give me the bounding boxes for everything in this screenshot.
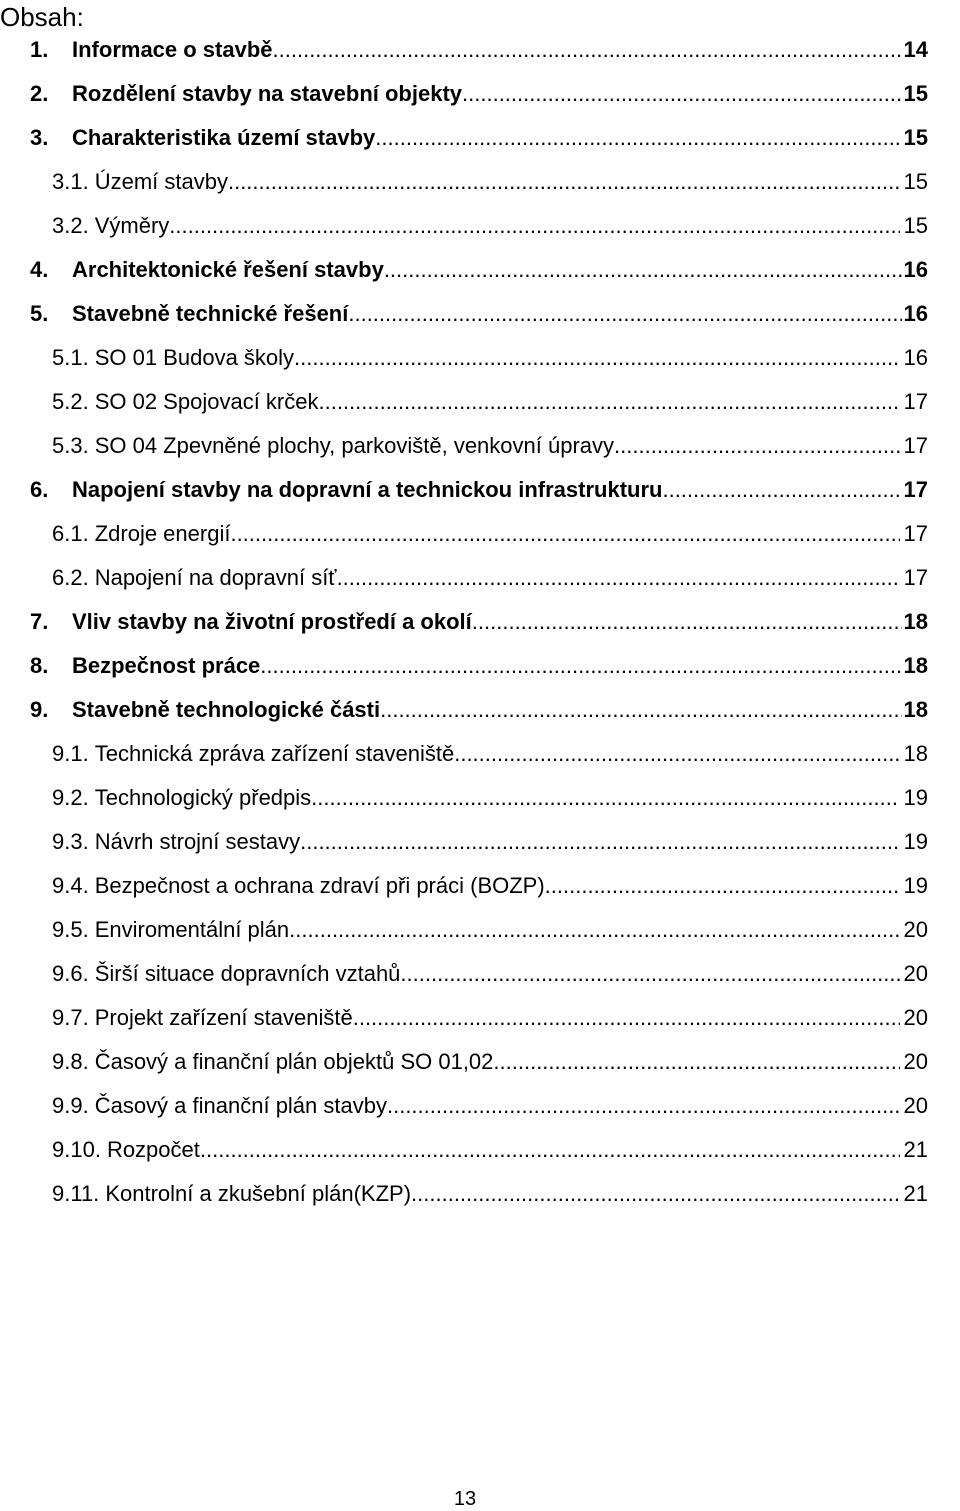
toc-entry-page: 15: [903, 169, 928, 194]
toc-entry-title: Stavebně technické řešení: [72, 301, 349, 326]
toc-entry[interactable]: [52, 739, 928, 769]
toc-entry[interactable]: [52, 211, 928, 241]
toc-entry[interactable]: [52, 827, 928, 857]
toc-entry-number: 5.2.: [52, 389, 89, 414]
toc-entry[interactable]: [52, 783, 928, 813]
toc-entry-page: 20: [903, 1093, 928, 1118]
toc-entry-number: 5.: [30, 301, 49, 326]
toc-entry-title: Technická zpráva zařízení staveniště: [94, 741, 455, 766]
toc-dot-leader: [353, 1003, 900, 1033]
toc-entry-number: 9.10.: [52, 1137, 101, 1162]
toc-entry-title: Charakteristika území stavby: [72, 125, 376, 150]
toc-entry-number: 9.3.: [52, 829, 89, 854]
toc-dot-leader: [400, 959, 899, 989]
toc-entry-page: 16: [903, 301, 928, 326]
toc-entry-number: 3.: [30, 125, 49, 150]
toc-entry-title: Území stavby: [94, 169, 228, 194]
toc-entry-title: Enviromentální plán: [94, 917, 290, 942]
toc-entry-page: 20: [903, 961, 928, 986]
toc-entry[interactable]: [52, 387, 928, 417]
toc-entry-page: 17: [903, 565, 928, 590]
toc-entry-page: 19: [903, 873, 928, 898]
toc-entry-number: 4.: [30, 257, 49, 282]
toc-entry-page: 20: [903, 917, 928, 942]
toc-dot-leader: [294, 343, 899, 373]
toc-entry-page: 18: [903, 697, 928, 722]
toc-entry-page: 17: [903, 389, 928, 414]
toc-dot-leader: [260, 651, 901, 681]
toc-entry-number: 9.4.: [52, 873, 89, 898]
toc-entry-number: 6.2.: [52, 565, 89, 590]
toc-entry-title: Napojení na dopravní síť: [94, 565, 337, 590]
toc-entry-page: 20: [903, 1005, 928, 1030]
toc-entry-number: 6.1.: [52, 521, 89, 546]
toc-dot-leader: [387, 1091, 900, 1121]
toc-entry[interactable]: [52, 431, 928, 461]
toc-entry-title: Stavebně technologické části: [72, 697, 381, 722]
toc-entry-page: 17: [903, 521, 928, 546]
toc-entry-number: 9.11.: [52, 1181, 100, 1206]
toc-entry-number: 5.3.: [52, 433, 89, 458]
toc-entry[interactable]: [52, 343, 928, 373]
toc-entry-number: 3.1.: [52, 169, 89, 194]
toc-dot-leader: [289, 915, 899, 945]
toc-dot-leader: [545, 871, 900, 901]
toc-entry-title: Technologický předpis: [94, 785, 312, 810]
toc-dot-leader: [200, 1135, 900, 1165]
page-number: 13: [453, 1488, 477, 1510]
toc-dot-leader: [614, 431, 899, 461]
toc-dot-leader: [311, 783, 899, 813]
toc-entry-page: 20: [903, 1049, 928, 1074]
toc-entry[interactable]: [52, 1135, 928, 1165]
toc-dot-leader: [169, 211, 899, 241]
toc-entry[interactable]: [30, 651, 928, 681]
toc-entry[interactable]: [52, 1003, 928, 1033]
toc-entry[interactable]: [52, 167, 928, 197]
toc-dot-leader: [384, 255, 902, 285]
toc-entry-title: Zdroje energií: [94, 521, 231, 546]
toc-dot-leader: [472, 607, 902, 637]
toc-entry[interactable]: [52, 915, 928, 945]
toc-entry[interactable]: [30, 79, 928, 109]
toc-entry-page: 15: [903, 81, 928, 106]
toc-entry-page: 15: [903, 213, 928, 238]
toc-dot-leader: [662, 475, 901, 505]
toc-entry-title: SO 02 Spojovací krček: [94, 389, 319, 414]
toc-entry-title: Výměry: [94, 213, 170, 238]
toc-entry[interactable]: [52, 871, 928, 901]
toc-dot-leader: [300, 827, 899, 857]
toc-entry-title: Časový a finanční plán objektů SO 01,02: [94, 1049, 494, 1074]
toc-dot-leader: [493, 1047, 899, 1077]
toc-entry-number: 1.: [30, 37, 49, 62]
toc-entry-title: Návrh strojní sestavy: [94, 829, 301, 854]
toc-entry[interactable]: [52, 563, 928, 593]
toc-entry-page: 16: [903, 345, 928, 370]
toc-dot-leader: [228, 167, 900, 197]
toc-dot-leader: [454, 739, 899, 769]
toc-entry-title: Bezpečnost práce: [72, 653, 261, 678]
toc-dot-leader: [462, 79, 902, 109]
toc-entry-title: Rozdělení stavby na stavební objekty: [72, 81, 463, 106]
toc-entry-title: Vliv stavby na životní prostředí a okolí: [72, 609, 472, 634]
toc-entry-number: 9.8.: [52, 1049, 89, 1074]
toc-entry-number: 3.2.: [52, 213, 89, 238]
toc-entry-page: 19: [903, 829, 928, 854]
toc-entry[interactable]: [52, 1047, 928, 1077]
toc-dot-leader: [337, 563, 900, 593]
toc-entry[interactable]: [30, 35, 928, 65]
toc-entry-number: 9.6.: [52, 961, 89, 986]
toc-dot-leader: [411, 1179, 899, 1209]
toc-heading: Obsah:: [0, 2, 84, 32]
toc-dot-leader: [380, 695, 901, 725]
toc-entry-page: 21: [903, 1181, 928, 1206]
toc-entry-title: Projekt zařízení staveniště: [94, 1005, 353, 1030]
toc-entry-page: 15: [903, 125, 928, 150]
toc-entry-page: 18: [903, 609, 928, 634]
toc-entry-page: 17: [903, 433, 928, 458]
toc-entry-number: 9.9.: [52, 1093, 89, 1118]
toc-entry[interactable]: [30, 607, 928, 637]
toc-entry-title: Architektonické řešení stavby: [72, 257, 384, 282]
toc-entry-title: SO 01 Budova školy: [94, 345, 295, 370]
toc-entry-number: 9.2.: [52, 785, 89, 810]
toc-entry-number: 9.1.: [52, 741, 89, 766]
toc-dot-leader: [273, 35, 902, 65]
toc-entry[interactable]: [52, 1179, 928, 1209]
toc-entry-number: 5.1.: [52, 345, 89, 370]
toc-entry[interactable]: [52, 959, 928, 989]
toc-entry-title: Širší situace dopravních vztahů: [94, 961, 401, 986]
toc-entry-number: 2.: [30, 81, 49, 106]
toc-entry-title: Kontrolní a zkušební plán(KZP): [105, 1181, 412, 1206]
toc-entry-page: 14: [903, 37, 928, 62]
toc-dot-leader: [318, 387, 899, 417]
toc-entry-page: 18: [903, 741, 928, 766]
toc-entry[interactable]: [30, 123, 928, 153]
toc-entry[interactable]: [52, 1091, 928, 1121]
toc-entry-title: Bezpečnost a ochrana zdraví při práci (BOZP): [94, 873, 545, 898]
toc-entry[interactable]: [30, 255, 928, 285]
toc-entry[interactable]: [30, 695, 928, 725]
toc-entry-page: 21: [903, 1137, 928, 1162]
toc-dot-leader: [230, 519, 899, 549]
toc-entry-number: 6.: [30, 477, 49, 502]
toc-entry-number: 9.5.: [52, 917, 89, 942]
toc-dot-leader: [375, 123, 901, 153]
toc-entry-number: 9.: [30, 697, 49, 722]
toc-entry-page: 19: [903, 785, 928, 810]
toc-entry-title: Napojení stavby na dopravní a technickou infrastrukturu: [72, 477, 663, 502]
toc-entry[interactable]: [52, 519, 928, 549]
toc-entry-title: Informace o stavbě: [72, 37, 273, 62]
toc-entry-title: SO 04 Zpevněné plochy, parkoviště, venkovní úpravy: [94, 433, 615, 458]
toc-entry-page: 17: [903, 477, 928, 502]
toc-dot-leader: [348, 299, 901, 329]
toc-entry-page: 18: [903, 653, 928, 678]
toc-entry[interactable]: [30, 475, 928, 505]
toc-entry-number: 9.7.: [52, 1005, 89, 1030]
toc-entry-title: Rozpočet: [106, 1137, 200, 1162]
toc-entry[interactable]: [30, 299, 928, 329]
toc-entry-number: 7.: [30, 609, 49, 634]
toc-entry-title: Časový a finanční plán stavby: [94, 1093, 387, 1118]
toc-entry-page: 16: [903, 257, 928, 282]
toc-entry-number: 8.: [30, 653, 49, 678]
